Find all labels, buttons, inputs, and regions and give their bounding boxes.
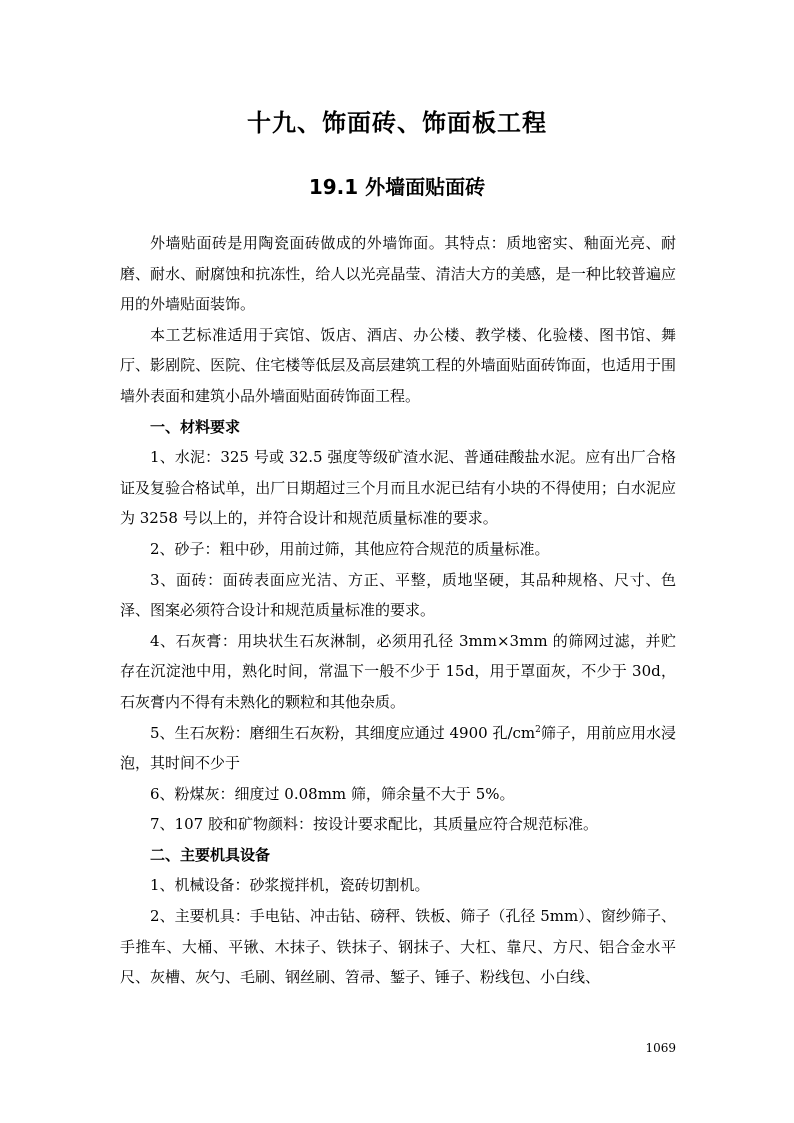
material-item: 6、粉煤灰：细度过 0.08mm 筛，筛余量不大于 5%。 bbox=[150, 784, 515, 803]
equipment-item: 2、主要机具：手电钻、冲击钻、磅秤、铁板、筛子（孔径 5mm）、窗纱筛子、手推车、大桶、平锹、木抹子、铁抹子、钢抹子、大杠、靠尺、方尺、铝合金水平尺、灰槽、灰勺、毛刷、钢丝刷、笤帚、錾子、锤子、粉线包、小白线、 bbox=[120, 907, 676, 987]
chapter-title: 十九、饰面砖、饰面板工程 bbox=[247, 109, 547, 137]
material-item: 3、面砖：面砖表面应光洁、方正、平整，质地坚硬，其品种规格、尺寸、色泽、图案必须符合设计和规范质量标准的要求。 bbox=[120, 570, 676, 620]
material-item: 7、107 胶和矿物颜料：按设计要求配比，其质量应符合规范标准。 bbox=[150, 815, 598, 834]
intro-paragraph: 本工艺标准适用于宾馆、饭店、酒店、办公楼、教学楼、化验楼、图书馆、舞厅、影剧院、医院、住宅楼等低层及高层建筑工程的外墙面贴面砖饰面，也适用于围墙外表面和建筑小品外墙面贴面砖饰面工程。 bbox=[120, 325, 676, 405]
superscript: 2 bbox=[535, 724, 541, 735]
equipment-item: 1、机械设备：砂浆搅拌机，瓷砖切割机。 bbox=[150, 876, 430, 895]
materials-heading: 一、材料要求 bbox=[150, 417, 241, 436]
equipment-heading: 二、主要机具设备 bbox=[150, 845, 271, 864]
material-item: 2、砂子：粗中砂，用前过筛，其他应符合规范的质量标准。 bbox=[150, 539, 550, 558]
material-item-text: 筛子，用前应用水浸泡，其时间不少于 bbox=[120, 723, 676, 773]
material-item: 4、石灰膏：用块状生石灰淋制，必须用孔径 3mm×3mm 的筛网过滤，并贮存在沉淀池中用，熟化时间，常温下一般不少于 15d，用于罩面灰，不少于 30d，石灰膏内不得有未熟化的颗粒和其他杂质。 bbox=[120, 631, 676, 711]
material-item: 1、水泥：325 号或 32.5 强度等级矿渣水泥、普通硅酸盐水泥。应有出厂合格证及复验合格试单，出厂日期超过三个月而且水泥已结有小块的不得使用；白水泥应为 3258 号以上的，并符合设计和规范质量标准的要求。 bbox=[120, 448, 676, 528]
intro-paragraph: 外墙贴面砖是用陶瓷面砖做成的外墙饰面。其特点：质地密实、釉面光亮、耐磨、耐水、耐腐蚀和抗冻性，给人以光亮晶莹、清洁大方的美感，是一种比较普遍应用的外墙贴面装饰。 bbox=[120, 234, 676, 314]
page-number: 1069 bbox=[645, 1041, 676, 1055]
material-item bbox=[120, 718, 676, 779]
section-title: 19.1 外墙面贴面砖 bbox=[308, 175, 486, 199]
document-body bbox=[120, 228, 676, 993]
material-item-text: 5、生石灰粉：磨细生石灰粉，其细度应通过 4900 孔/cm bbox=[150, 723, 536, 742]
